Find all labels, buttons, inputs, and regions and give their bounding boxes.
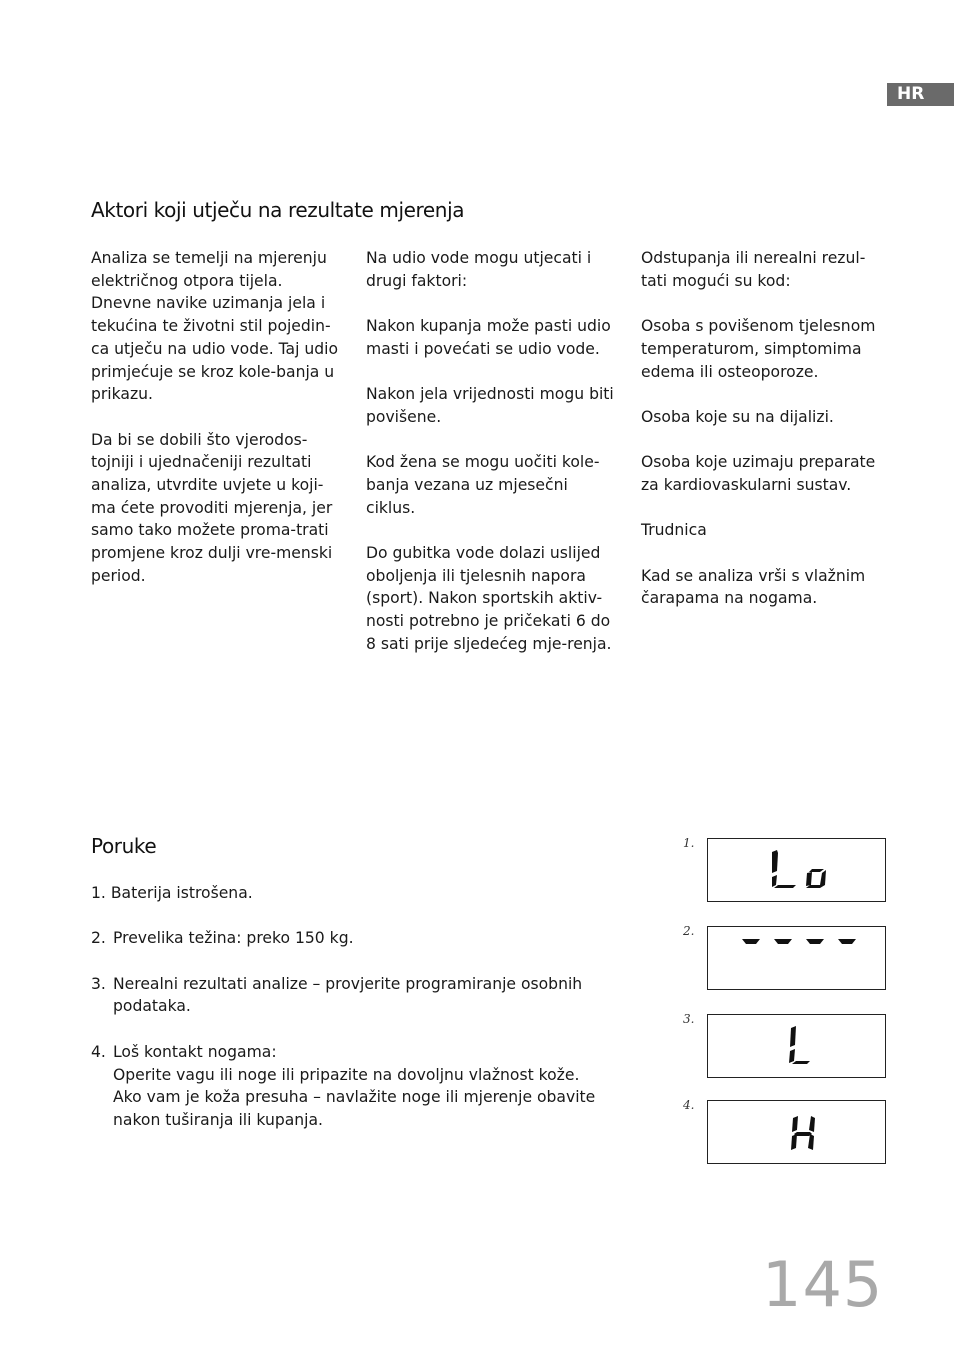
lcd-h-icon [708, 1101, 887, 1165]
list-item [91, 882, 631, 905]
item-text-line: Operite vagu ili noge ili pripazite na dovoljnu vlažnost kože. [113, 1065, 580, 1084]
paragraph: Trudnica [641, 521, 707, 540]
lcd-display-dashes [707, 926, 886, 990]
list-item [91, 973, 631, 1018]
paragraph: Osoba koje su na dijalizi. [641, 407, 834, 426]
messages-heading: Poruke [91, 834, 157, 858]
paragraph: Na udio vode mogu utjecati i drugi faktori: [366, 249, 592, 290]
item-text-line: Ako vam je koža presuha – navlažite noge ili mjerenje obavite nakon tuširanja ili kupanja. [113, 1088, 596, 1129]
paragraph: Do gubitka vode dolazi uslijed oboljenja ili tjelesnih napora (sport). Nakon sportskih aktiv-nosti potrebno je pričekati 6 do 8 sati prije sljedećeg mje-renja. [366, 544, 612, 653]
paragraph: Nakon kupanja može pasti udio masti i povećati se udio vode. [366, 317, 611, 358]
item-number: 2. [91, 929, 106, 948]
lcd-display-lo [707, 838, 886, 902]
factors-column-3 [641, 247, 891, 633]
display-label: 3. [683, 1012, 695, 1026]
page-number: 145 [762, 1248, 884, 1321]
item-number: 3. [91, 974, 106, 993]
paragraph: Kod žena se mogu uočiti kole-banja vezana uz mjesečni ciklus. [366, 453, 600, 517]
lcd-display-l [707, 1014, 886, 1078]
factors-column-2 [366, 247, 616, 678]
list-item [91, 1041, 631, 1132]
item-number: 4. [91, 1042, 106, 1061]
paragraph: Da bi se dobili što vjerodos-tojniji i ujednačeniji rezultati analiza, utvrdite uvjete u koji-ma ćete provoditi mjerenja, jer samo tako možete proma-trati promjene kroz dulji vre-menski period. [91, 430, 333, 585]
item-text: Loš kontakt nogama: [113, 1042, 277, 1061]
lcd-lo-icon [708, 839, 887, 903]
paragraph: Analiza se temelji na mjerenju električnog otpora tijela. Dnevne navike uzimanja jela i tekućina te životni stil pojedin-ca utječu na udio vode. Taj udio primjećuje se kroz kole-banja u prikazu. [91, 249, 339, 404]
paragraph: Osoba s povišenom tjelesnom temperaturom, simptomima edema ili osteoporoze. [641, 317, 876, 381]
paragraph: Odstupanja ili nerealni rezul-tati mogući su kod: [641, 249, 866, 290]
paragraph: Osoba koje uzimaju preparate za kardiovaskularni sustav. [641, 453, 876, 494]
language-tab: HR [887, 83, 954, 106]
list-item [91, 927, 631, 950]
item-text: Nerealni rezultati analize – provjerite programiranje osobnih podataka. [113, 974, 583, 1016]
paragraph: Kad se analiza vrši s vlažnim čarapama na nogama. [641, 566, 866, 608]
display-label: 4. [683, 1098, 695, 1112]
paragraph: Nakon jela vrijednosti mogu biti povišene. [366, 385, 614, 426]
item-text: Baterija istrošena. [110, 884, 253, 902]
lcd-l-icon [708, 1015, 887, 1079]
factors-heading: Aktori koji utječu na rezultate mjerenja [91, 198, 465, 222]
item-text: Prevelika težina: preko 150 kg. [113, 929, 354, 948]
lcd-display-h [707, 1100, 886, 1164]
messages-list [91, 882, 631, 1154]
lcd-dashes-icon [708, 927, 887, 991]
factors-column-1 [91, 247, 341, 610]
item-number: 1. [91, 884, 106, 902]
display-label: 1. [683, 836, 695, 850]
display-label: 2. [683, 924, 695, 938]
